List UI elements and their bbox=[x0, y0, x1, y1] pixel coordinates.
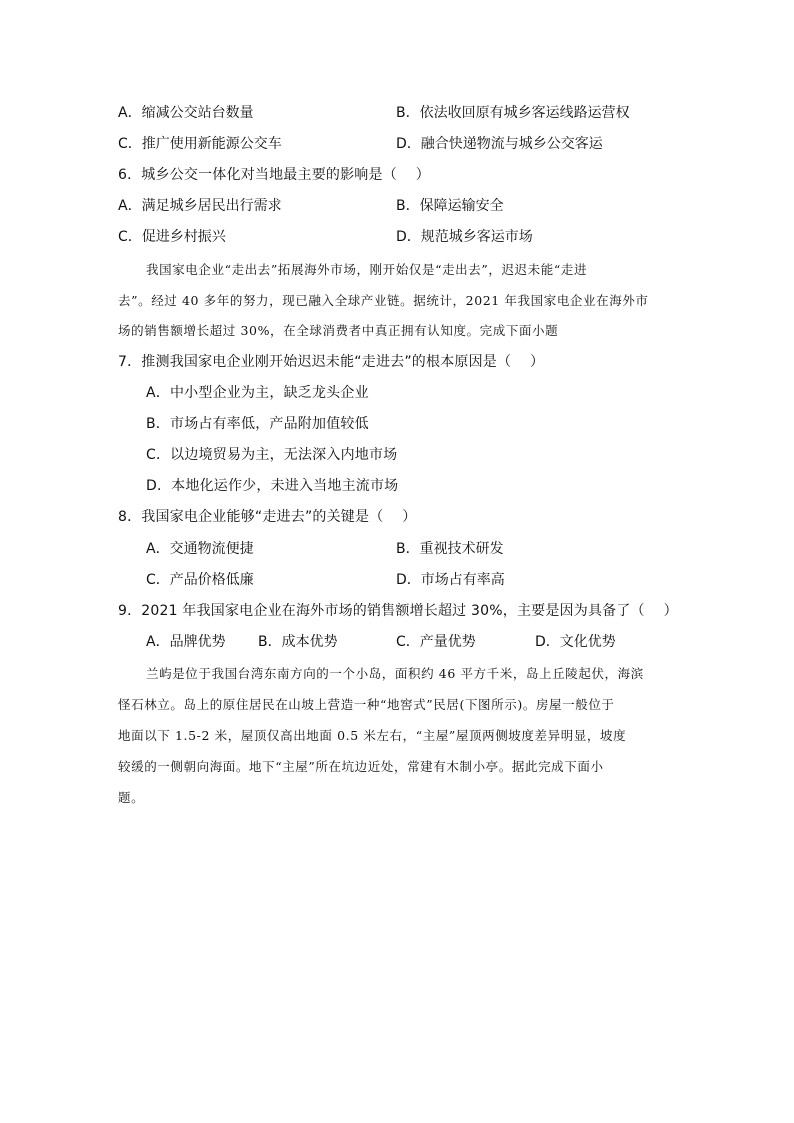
q8-option-c: C．产品价格低廉 bbox=[146, 572, 254, 588]
passage2-line-2: 怪石林立。岛上的原住居民在山坡上营造一种“地窖式”民居(下图所示)。房屋一般位于 bbox=[118, 697, 615, 712]
passage1-line-1: 我国家电企业“走出去”拓展海外市场，刚开始仅是“走出去”，迟迟未能“走进 bbox=[146, 262, 588, 277]
q9-option-c: C．产量优势 bbox=[396, 634, 476, 650]
q6-option-b: B．保障运输安全 bbox=[396, 198, 504, 214]
passage2-line-3: 地面以下 1.5-2 米，屋顶仅高出地面 0.5 米左右，“主屋”屋顶两侧坡度差异明显，坡度 bbox=[118, 728, 627, 743]
q8-stem: 8．我国家电企业能够“走进去”的关键是（ ） bbox=[118, 509, 417, 525]
q9-stem: 9．2021 年我国家电企业在海外市场的销售额增长超过 30%，主要是因为具备了（ ） bbox=[118, 603, 678, 619]
q6-option-c: C．促进乡村振兴 bbox=[118, 229, 226, 245]
q8-option-b: B．重视技术研发 bbox=[396, 541, 504, 557]
q9-options-row bbox=[146, 632, 666, 652]
q8-option-a: A．交通物流便捷 bbox=[146, 541, 254, 557]
q6-options-row-1 bbox=[118, 196, 678, 216]
q5-option-d: D．融合快递物流与城乡公交客运 bbox=[396, 136, 603, 152]
q9-option-a: A．品牌优势 bbox=[146, 634, 226, 650]
q7-option-a: A．中小型企业为主，缺乏龙头企业 bbox=[146, 385, 369, 401]
passage1-line-3: 场的销售额增长超过 30%，在全球消费者中真正拥有认知度。完成下面小题 bbox=[118, 323, 559, 338]
q6-options-row-2 bbox=[118, 227, 678, 247]
q8-option-d: D．市场占有率高 bbox=[396, 572, 505, 588]
passage2-line-5: 题。 bbox=[118, 790, 145, 805]
q7-option-c: C．以边境贸易为主，无法深入内地市场 bbox=[146, 447, 398, 463]
passage1-line-2: 去”。经过 40 多年的努力，现已融入全球产业链。据统计，2021 年我国家电企业在海外市 bbox=[118, 293, 649, 308]
q7-stem: 7．推测我国家电企业刚开始迟迟未能“走进去”的根本原因是（ ） bbox=[118, 354, 545, 370]
q9-option-b: B．成本优势 bbox=[258, 634, 338, 650]
passage2-line-1: 兰屿是位于我国台湾东南方向的一个小岛，面积约 46 平方千米，岛上丘陵起伏，海滨 bbox=[146, 666, 644, 681]
q5-options-row-2 bbox=[118, 134, 678, 154]
q6-option-a: A．满足城乡居民出行需求 bbox=[118, 198, 282, 214]
q9-option-d: D．文化优势 bbox=[535, 634, 616, 650]
q7-option-b: B．市场占有率低，产品附加值较低 bbox=[146, 416, 369, 432]
q5-option-c: C．推广使用新能源公交车 bbox=[118, 136, 282, 152]
q5-option-a: A．缩减公交站台数量 bbox=[118, 105, 254, 121]
passage2-line-4: 较缓的一侧朝向海面。地下“主屋”所在坑边近处，常建有木制小亭。据此完成下面小 bbox=[118, 759, 604, 774]
q5-option-b: B．依法收回原有城乡客运线路运营权 bbox=[396, 105, 630, 121]
q6-option-d: D．规范城乡客运市场 bbox=[396, 229, 533, 245]
q7-option-d: D．本地化运作少，未进入当地主流市场 bbox=[146, 478, 399, 494]
q6-stem: 6．城乡公交一体化对当地最主要的影响是（ ） bbox=[118, 167, 430, 183]
q8-options-row-1 bbox=[146, 539, 666, 559]
q5-options-row-1 bbox=[118, 103, 678, 123]
q8-options-row-2 bbox=[146, 570, 666, 590]
